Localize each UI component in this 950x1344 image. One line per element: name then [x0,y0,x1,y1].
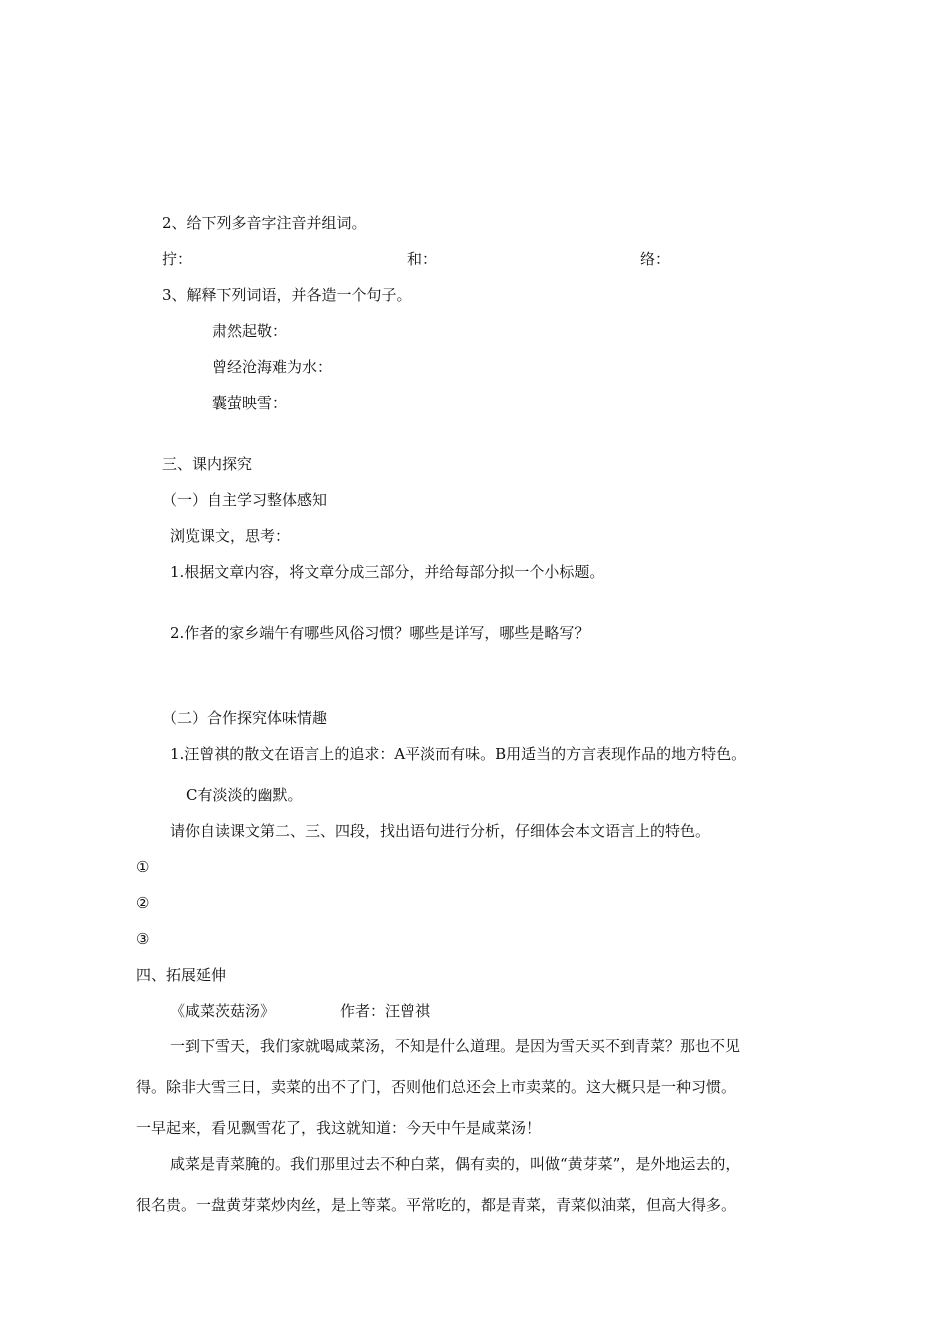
section3-part2-q1-line1: 1.汪曾祺的散文在语言上的追求：A平淡而有味。B用适当的方言表现作品的地方特色。 [170,745,747,763]
answer-blank-1: ① [136,858,150,876]
article-paragraph-2-line-2: 很名贵。一盘黄芽菜炒肉丝，是上等菜。平常吃的，都是青菜，青菜似油菜，但高大得多。 [136,1196,737,1214]
section3-part1-q1: 1.根据文章内容，将文章分成三部分，并给每部分拟一个小标题。 [170,563,605,581]
article-paragraph-1-line-1: 一到下雪天，我们家就喝咸菜汤，不知是什么道理。是因为雪天买不到青菜？那也不见 [170,1037,741,1055]
section4-title: 四、拓展延伸 [136,966,227,984]
q2-item-luo: 络： [640,250,671,268]
section3-part2-task: 请你自读课文第二、三、四段，找出语句进行分析，仔细体会本文语言上的特色。 [170,822,711,840]
q3-title: 3、解释下列词语，并各造一个句子。 [162,286,412,304]
section3-part1-prompt: 浏览课文，思考： [170,527,291,545]
q2-item-ning: 拧： [162,250,193,268]
q3-item-2: 曾经沧海难为水： [212,358,333,376]
article-author: 作者：汪曾祺 [340,1002,431,1020]
section3-part1-title: （一）自主学习整体感知 [162,491,328,509]
q3-item-1: 肃然起敬： [212,322,288,340]
section3-part2-title: （二）合作探究体味情趣 [162,709,328,727]
q3-item-3: 囊萤映雪： [212,394,288,412]
article-paragraph-1-line-2: 得。除非大雪三日，卖菜的出不了门，否则他们总还会上市卖菜的。这大概只是一种习惯。 [136,1078,737,1096]
article-paragraph-1-line-3: 一早起来，看见飘雪花了，我这就知道：今天中午是咸菜汤！ [136,1119,542,1137]
section3-title: 三、课内探究 [162,455,253,473]
section3-part2-q1-line2: C有淡淡的幽默。 [186,786,303,804]
q2-item-he: 和： [407,250,438,268]
answer-blank-2: ② [136,894,150,912]
article-title: 《咸菜茨菇汤》 [170,1002,276,1020]
q2-title: 2、给下列多音字注音并组词。 [162,214,367,232]
article-paragraph-2-line-1: 咸菜是青菜腌的。我们那里过去不种白菜，偶有卖的，叫做“黄芽菜”，是外地运去的， [170,1155,741,1173]
answer-blank-3: ③ [136,930,150,948]
section3-part1-q2: 2.作者的家乡端午有哪些风俗习惯？哪些是详写，哪些是略写？ [170,624,590,642]
